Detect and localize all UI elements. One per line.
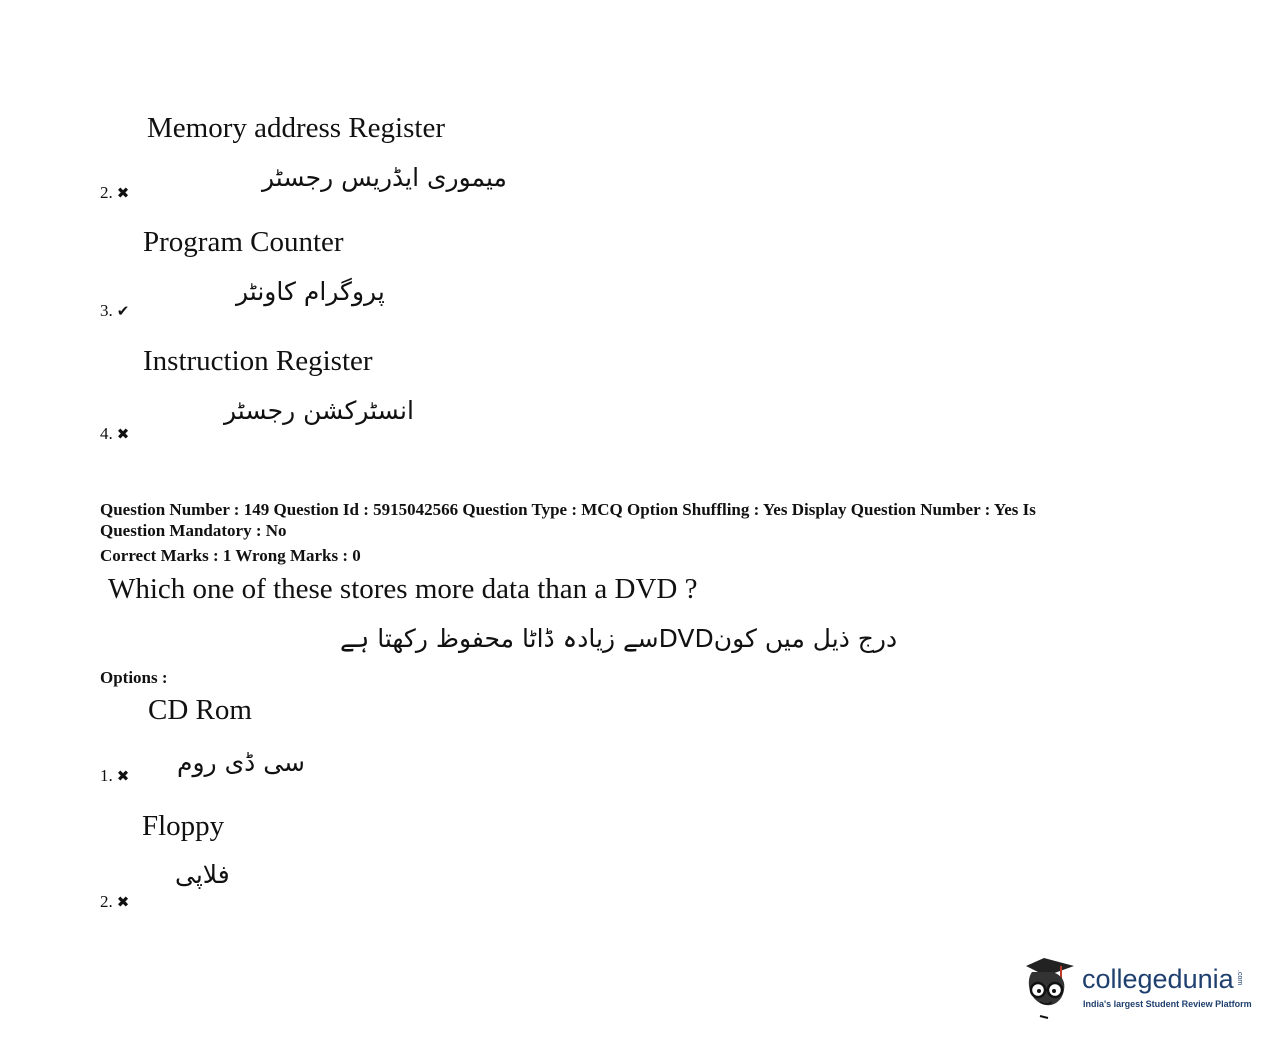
cross-icon: ✖ [116,184,130,202]
question-meta-line2: Question Mandatory : No [100,521,287,540]
prev-option-b-english: Program Counter [143,226,344,258]
question-text-urdu: درج ذیل میں کونDVDسے زیادہ ڈاٹا محفوظ رکھتا ہے [340,624,898,653]
option-number: 1. [100,766,113,785]
prev-option-c-english: Instruction Register [143,345,373,377]
check-icon: ✔ [116,302,130,320]
prev-option-2-number-row [100,183,129,203]
option-number: 4. [100,424,113,443]
option-1-number-row [100,766,129,786]
logo-name: collegedunia [1082,964,1234,994]
option-2-english: Floppy [142,810,225,842]
option-number: 3. [100,301,113,320]
mascot-icon [1022,950,1080,1020]
option-number: 2. [100,183,113,202]
cross-icon: ✖ [116,893,130,911]
prev-option-b-urdu: پروگرام کاونٹر [236,277,385,306]
prev-option-a-english: Memory address Register [147,112,445,144]
cross-icon: ✖ [116,425,130,443]
option-1-urdu: سی ڈی روم [177,748,306,777]
prev-option-4-number-row [100,424,129,444]
option-2-number-row [100,892,129,912]
option-2-urdu: فلاپی [175,860,230,889]
option-1-english: CD Rom [148,694,252,726]
question-text-english: Which one of these stores more data than a DVD ? [108,573,698,605]
question-meta-line1: Question Number : 149 Question Id : 5915042566 Question Type : MCQ Option Shuffling : Yes Display Question Number : Yes Is [100,500,1036,519]
prev-option-3-number-row [100,301,129,321]
option-number: 2. [100,892,113,911]
options-label: Options : [100,668,168,687]
cross-icon: ✖ [116,767,130,785]
prev-option-a-urdu: میموری ایڈریس رجسٹر [262,163,507,192]
logo-suffix: .com [1236,970,1243,986]
collegedunia-logo [1022,950,1252,1020]
question-marks: Correct Marks : 1 Wrong Marks : 0 [100,546,361,565]
prev-option-c-urdu: انسٹرکشن رجسٹر [224,396,414,425]
logo-tagline: India's largest Student Review Platform [1083,999,1252,1009]
